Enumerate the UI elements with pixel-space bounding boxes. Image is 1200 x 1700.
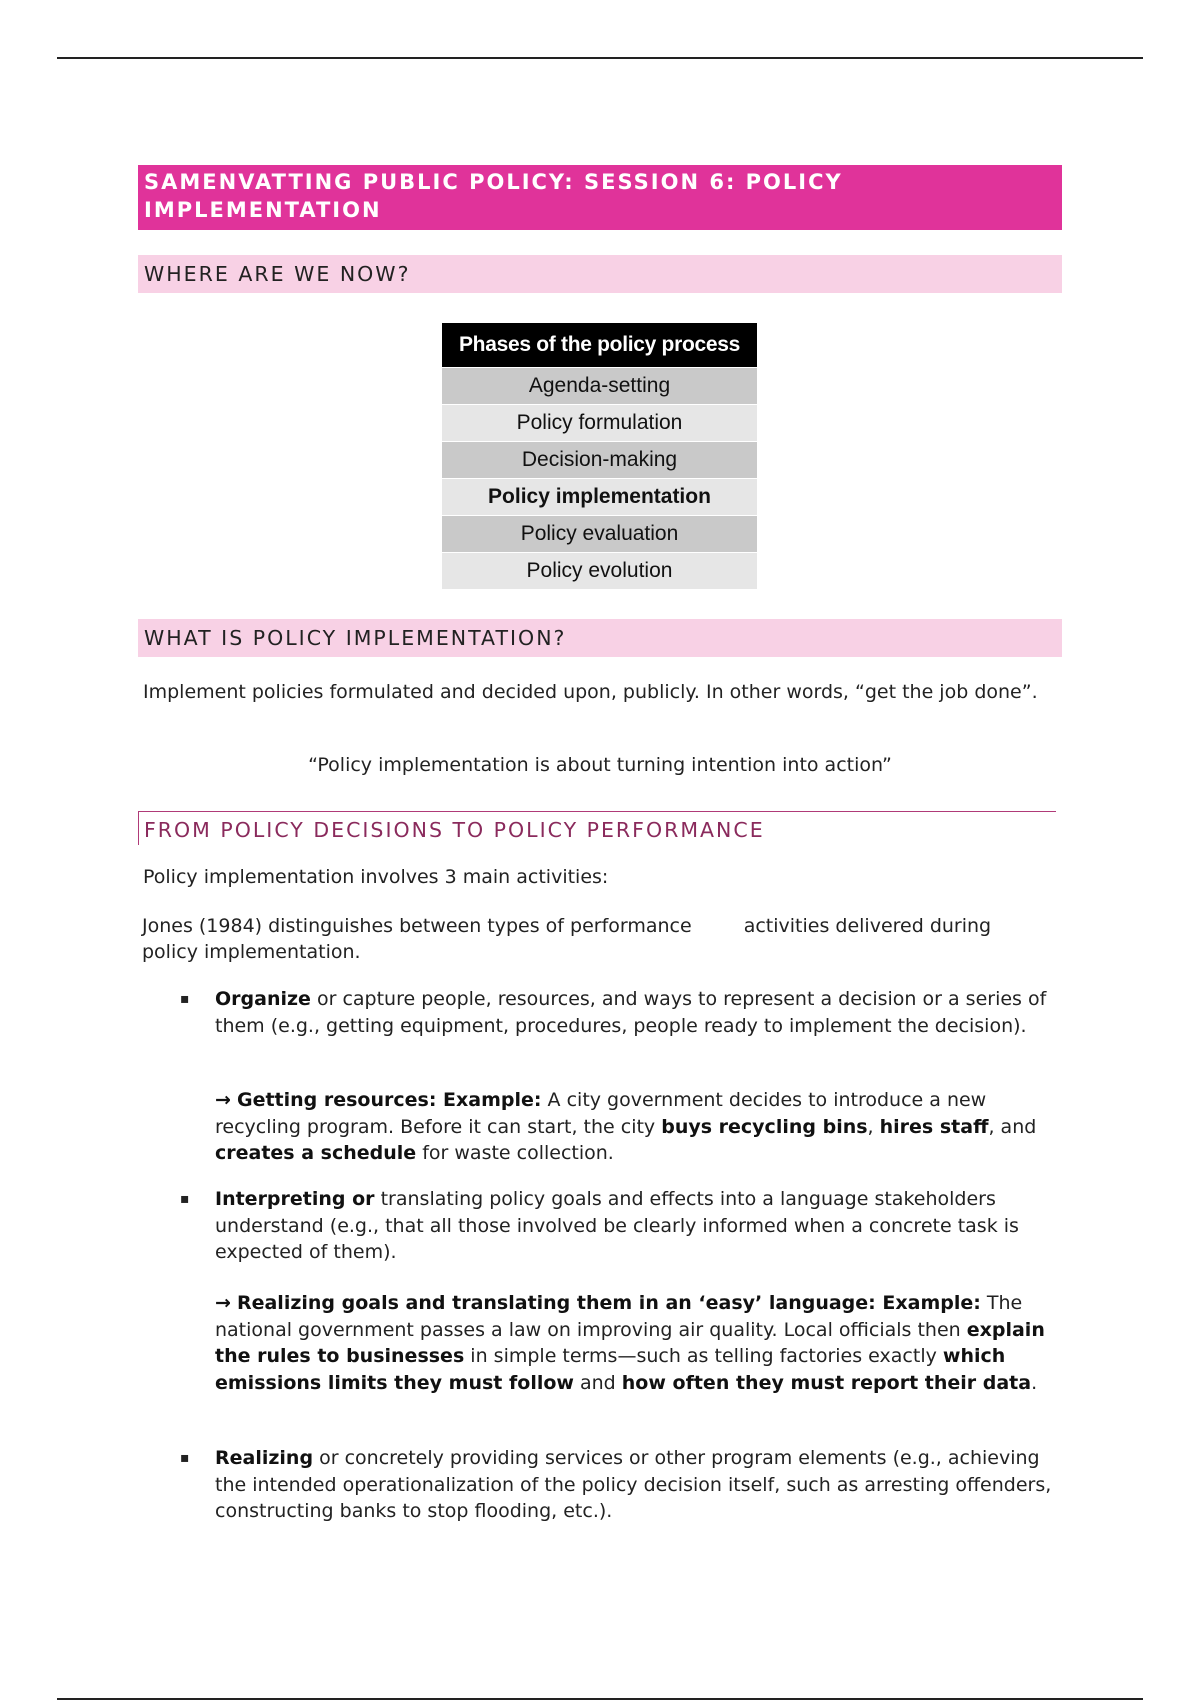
phase-agenda-setting: Agenda-setting — [442, 368, 757, 405]
example-emphasis: which emissions limits they must follow — [215, 1345, 1006, 1394]
example-interpreting — [215, 1290, 1065, 1396]
jones-paragraph — [142, 913, 1057, 965]
list-item-realizing — [215, 1445, 1065, 1525]
arrow-icon: → — [215, 1292, 231, 1314]
example-emphasis: buys recycling bins — [661, 1115, 868, 1138]
phase-decision-making: Decision-making — [442, 442, 757, 479]
example-text: in simple terms—such as telling factories exactly — [464, 1345, 943, 1367]
example-organize — [215, 1087, 1065, 1167]
item-term: Interpreting or — [215, 1188, 375, 1210]
example-text: The national government passes a law on improving air quality. Local officials then — [215, 1292, 1023, 1341]
arrow-icon: → — [215, 1089, 231, 1111]
example-emphasis: creates a schedule — [215, 1142, 417, 1164]
example-text: , and — [988, 1115, 1037, 1138]
section-heading-what: WHAT IS POLICY IMPLEMENTATION? — [138, 619, 1062, 657]
phase-policy-evolution: Policy evolution — [442, 553, 757, 590]
example-lead: Realizing goals and translating them in an ‘easy’ language: Example: — [236, 1292, 981, 1314]
list-item-organize — [215, 986, 1065, 1039]
item-text: translating policy goals and effects into a language stakeholders understand (e.g., that all those involved be clearly informed when a concrete task is expected of them). — [215, 1188, 1019, 1263]
example-text: and — [573, 1371, 622, 1394]
phase-policy-implementation: Policy implementation — [442, 479, 757, 516]
example-emphasis: how often they must report their data — [621, 1371, 1032, 1394]
example-emphasis: hires staff — [879, 1115, 989, 1138]
phases-table — [442, 323, 757, 589]
item-term: Realizing — [215, 1447, 314, 1469]
example-text: A city government decides to introduce a new recycling program. Before it can start, the city — [215, 1089, 987, 1138]
example-emphasis: explain the rules to businesses — [215, 1318, 1045, 1367]
section-heading-where: WHERE ARE WE NOW? — [138, 255, 1062, 293]
example-text: . — [1031, 1371, 1038, 1394]
bullet-icon: ▪ — [180, 1191, 190, 1207]
document-title: SAMENVATTING PUBLIC POLICY: SESSION 6: POLICY IMPLEMENTATION — [138, 165, 1062, 230]
example-text: , — [867, 1115, 880, 1138]
item-text: or concretely providing services or other program elements (e.g., achieving the intended operationalization of the policy decision itself, such as arresting offenders, constructing banks to stop flooding, etc.). — [215, 1447, 1052, 1522]
bullet-icon: ▪ — [180, 1450, 190, 1466]
what-paragraph: Implement policies formulated and decided upon, publicly. In other words, “get the job done”. — [143, 681, 1038, 703]
phase-policy-formulation: Policy formulation — [442, 405, 757, 442]
jones-text-a: Jones (1984) distinguishes between types of performance — [142, 915, 692, 937]
intro-paragraph: Policy implementation involves 3 main activities: — [143, 866, 609, 888]
item-text: or capture people, resources, and ways to represent a decision or a series of them (e.g., getting equipment, procedures, people ready to implement the decision). — [215, 988, 1047, 1037]
phases-table-header: Phases of the policy process — [442, 323, 757, 368]
jones-text-c: policy implementation. — [142, 941, 361, 963]
list-item-interpreting — [215, 1186, 1065, 1266]
section-heading-from: FROM POLICY DECISIONS TO POLICY PERFORMANCE — [138, 811, 1056, 845]
phase-policy-evaluation: Policy evaluation — [442, 516, 757, 553]
top-rule — [57, 57, 1143, 59]
jones-text-b: activities delivered during — [743, 915, 992, 937]
bullet-icon: ▪ — [180, 991, 190, 1007]
item-term: Organize — [215, 988, 311, 1010]
example-lead: Getting resources: Example: — [236, 1089, 542, 1111]
quote: “Policy implementation is about turning intention into action” — [308, 754, 892, 776]
example-text: for waste collection. — [416, 1142, 614, 1164]
